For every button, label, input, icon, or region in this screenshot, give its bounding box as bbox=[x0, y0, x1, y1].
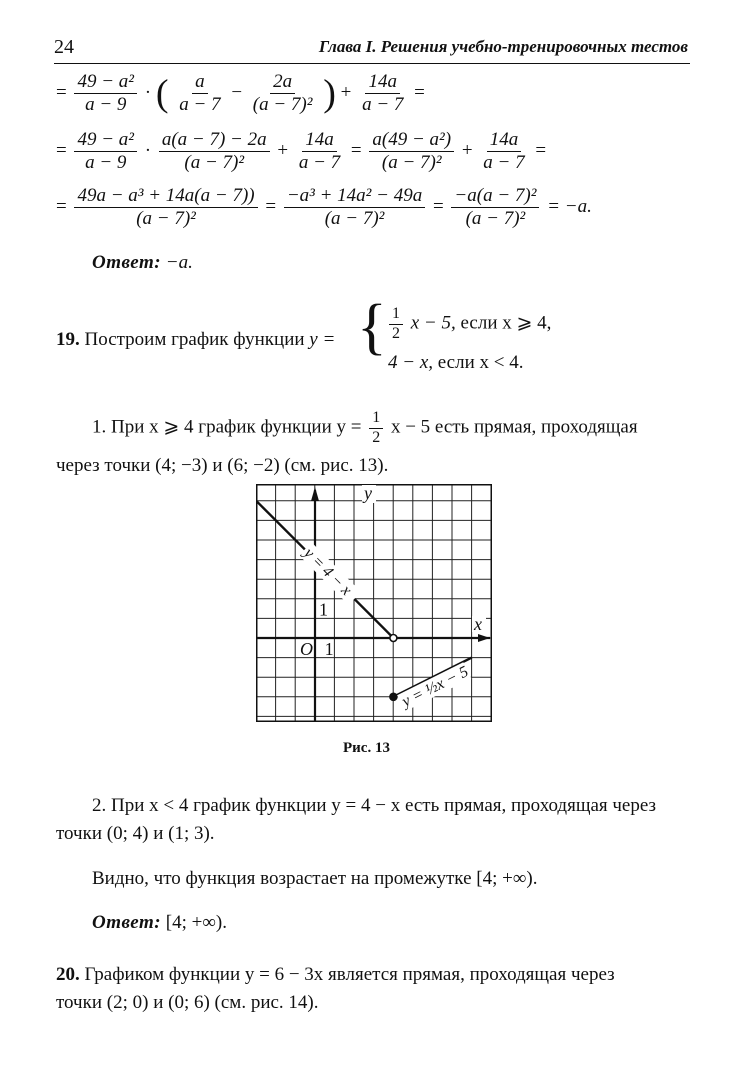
problem-20-line-2: точки (2; 0) и (0; 6) (см. рис. 14). bbox=[56, 992, 319, 1013]
case-expression: x − 5, bbox=[410, 312, 456, 334]
equation-line-2 bbox=[56, 130, 546, 173]
fraction-half: $\frac{1}{2}$ bbox=[369, 410, 383, 447]
fraction: $\frac{\text{49 − a²}}{a - 9}$ bbox=[74, 72, 137, 115]
figure-caption: Рис. 13 bbox=[343, 740, 390, 756]
fraction: $\frac{14a}{a - 7}$ bbox=[362, 71, 404, 115]
open-endpoint bbox=[390, 635, 397, 642]
answer-19 bbox=[92, 910, 227, 936]
y-tick-label: 1 bbox=[319, 599, 328, 620]
answer-label: Ответ: bbox=[92, 252, 162, 273]
filled-endpoint bbox=[390, 693, 397, 700]
answer-value: −a. bbox=[165, 252, 193, 273]
equation-result: = −a. bbox=[547, 195, 592, 217]
left-brace: { bbox=[357, 293, 387, 361]
origin-label: O bbox=[300, 639, 313, 659]
fraction: $\frac{a}{a - 7}$ bbox=[179, 71, 221, 115]
dot-operator: · bbox=[144, 81, 152, 103]
conclusion: Видно, что функция возрастает на промежутке [4; +∞). bbox=[92, 868, 538, 889]
answer-label: Ответ: bbox=[92, 912, 162, 933]
answer-18 bbox=[92, 250, 193, 276]
minus-sign: − bbox=[231, 81, 243, 103]
problem-text: Построим график функции bbox=[84, 329, 305, 350]
dot-operator: · bbox=[144, 139, 152, 161]
problem-text: Графиком функции y = 6 − 3x является прямая, проходящая через bbox=[84, 964, 615, 985]
line-label-4-minus-x: y = 4 − x bbox=[300, 544, 355, 599]
chapter-title: Глава I. Решения учебно-тренировочных тестов bbox=[318, 37, 688, 56]
equation-line-3 bbox=[56, 186, 592, 229]
fraction: $\frac{14a}{a - 7}$ bbox=[483, 129, 525, 173]
x-tick-label: 1 bbox=[324, 639, 334, 659]
left-paren: ( bbox=[155, 72, 169, 115]
figure-13-graph bbox=[256, 484, 492, 722]
fraction: $\frac{\text{49a − a³ + 14a(a − 7))}}{\text{(a − 7)²}}$ bbox=[74, 186, 257, 229]
step-text: x − 5 есть прямая, проходящая bbox=[390, 416, 638, 438]
piecewise-case-1 bbox=[386, 306, 551, 343]
line-label-group bbox=[397, 662, 471, 711]
problem-19-intro bbox=[56, 327, 335, 353]
step-1-line-1 bbox=[92, 410, 638, 447]
line-label-half-x-minus-5: y = ½x − 5 bbox=[399, 663, 472, 711]
plus-sign: + bbox=[277, 139, 289, 161]
fraction: $\frac{14a}{a - 7}$ bbox=[298, 129, 341, 173]
fraction: $\frac{\text{−a³ + 14a² − 49a}}{\text{(a − 7)²}}$ bbox=[284, 186, 425, 229]
case-expression: 4 − x, bbox=[388, 352, 434, 373]
fraction-half: $\frac{1}{2}$ bbox=[389, 306, 403, 343]
equation-line-1 bbox=[56, 72, 425, 115]
equals-sign: = bbox=[56, 81, 67, 103]
fraction: $\frac{\text{49 − a²}}{a - 9}$ bbox=[74, 130, 137, 173]
equals-sign: = bbox=[350, 139, 362, 161]
equals-sign: = bbox=[56, 195, 67, 217]
answer-value: [4; +∞). bbox=[165, 912, 227, 933]
plus-sign: + bbox=[461, 139, 473, 161]
fraction: $\frac{a(a - 7) - 2a}{\text{(a − 7)²}}$ bbox=[159, 130, 270, 173]
step-2-line-1: 2. При x < 4 график функции y = 4 − x есть прямая, проходящая через bbox=[92, 795, 657, 816]
fraction: $\frac{\text{a(49 − a²)}}{\text{(a − 7)²}}$ bbox=[369, 130, 454, 173]
equals-sign: = bbox=[535, 139, 547, 161]
right-paren: ) bbox=[323, 72, 336, 115]
step-1-line-2: через точки (4; −3) и (6; −2) (см. рис. 13). bbox=[56, 455, 389, 476]
case-condition: если x ⩾ 4, bbox=[460, 312, 552, 334]
header-rule bbox=[54, 63, 690, 64]
equals-sign: = bbox=[56, 139, 67, 161]
function-lhs: y = bbox=[309, 329, 336, 350]
plus-sign: + bbox=[340, 81, 352, 103]
problem-number: 19. bbox=[56, 329, 80, 350]
step-2-line-2: точки (0; 4) и (1; 3). bbox=[56, 823, 215, 844]
fraction: $\frac{\text{−a(a − 7)²}}{\text{(a − 7)²}}$ bbox=[451, 186, 539, 229]
equals-sign: = bbox=[432, 195, 444, 217]
page-number: 24 bbox=[54, 36, 74, 58]
fraction: $\frac{2a}{\text{(a − 7)²}}$ bbox=[252, 71, 313, 115]
problem-20-line-1 bbox=[56, 962, 615, 988]
piecewise-case-2 bbox=[388, 350, 523, 376]
y-axis-arrow bbox=[311, 487, 319, 501]
x-axis-label: x bbox=[474, 614, 482, 634]
step-text: 1. При x ⩾ 4 график функции y = bbox=[92, 416, 362, 438]
equals-sign: = bbox=[414, 81, 425, 103]
y-axis-label: y bbox=[364, 484, 372, 503]
problem-number: 20. bbox=[56, 964, 80, 985]
x-axis-arrow bbox=[478, 634, 490, 642]
case-condition: если x < 4. bbox=[437, 352, 524, 373]
equals-sign: = bbox=[265, 195, 277, 217]
line-label-group bbox=[299, 543, 361, 605]
